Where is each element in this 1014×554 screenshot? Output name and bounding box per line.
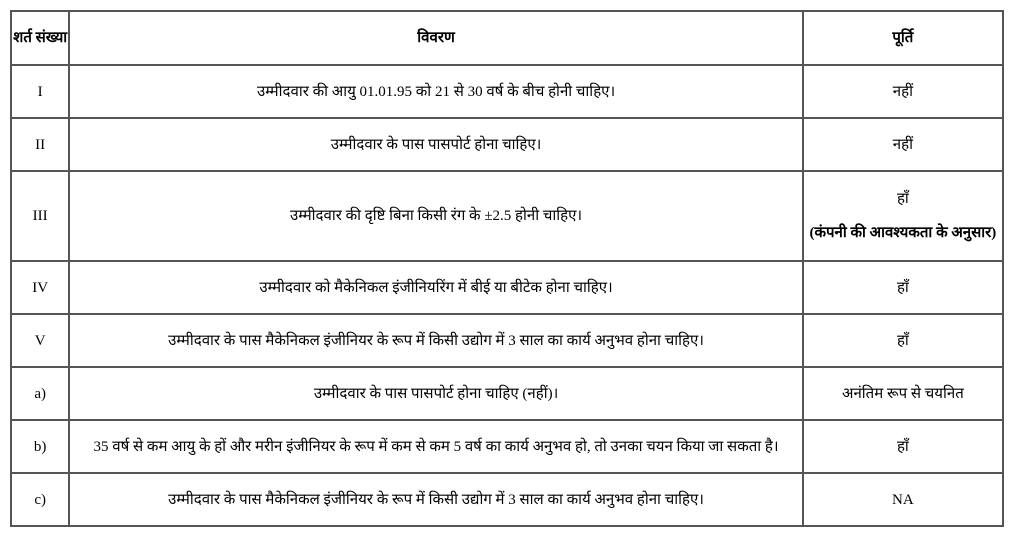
row-description: उम्मीदवार के पास पासपोर्ट होना चाहिए (नहीं)। bbox=[69, 367, 802, 420]
header-fulfilment: पूर्ति bbox=[803, 11, 1003, 65]
row-fulfilment: हाँ bbox=[896, 191, 909, 207]
row-description: उम्मीदवार को मैकेनिकल इंजीनियरिंग में बीई या बीटेक होना चाहिए। bbox=[69, 261, 802, 314]
row-description: उम्मीदवार की दृष्टि बिना किसी रंग के ±2.5 होनी चाहिए। bbox=[69, 171, 802, 261]
row-description: उम्मीदवार के पास मैकेनिकल इंजीनियर के रूप में किसी उद्योग में 3 साल का कार्य अनुभव होना चाहिए। bbox=[69, 473, 802, 526]
row-number: III bbox=[11, 171, 69, 261]
row-fulfilment: नहीं bbox=[803, 65, 1003, 118]
header-number: शर्त संख्या bbox=[11, 11, 69, 65]
header-row bbox=[11, 11, 1003, 65]
row-description: उम्मीदवार के पास पासपोर्ट होना चाहिए। bbox=[69, 118, 802, 171]
table-row bbox=[11, 171, 1003, 261]
row-description: उम्मीदवार के पास मैकेनिकल इंजीनियर के रूप में किसी उद्योग में 3 साल का कार्य अनुभव होना चाहिए। bbox=[69, 314, 802, 367]
table-row bbox=[11, 314, 1003, 367]
row-fulfilment: अनंतिम रूप से चयनित bbox=[803, 367, 1003, 420]
row-number: II bbox=[11, 118, 69, 171]
table-row bbox=[11, 473, 1003, 526]
table-row bbox=[11, 420, 1003, 473]
row-number: IV bbox=[11, 261, 69, 314]
table-row bbox=[11, 367, 1003, 420]
table-row bbox=[11, 118, 1003, 171]
row-fulfilment-note: (कंपनी की आवश्यकता के अनुसार) bbox=[809, 225, 997, 241]
table-row bbox=[11, 65, 1003, 118]
row-fulfilment: नहीं bbox=[803, 118, 1003, 171]
row-fulfilment: हाँ bbox=[803, 420, 1003, 473]
row-number: c) bbox=[11, 473, 69, 526]
row-number: b) bbox=[11, 420, 69, 473]
row-number: V bbox=[11, 314, 69, 367]
row-fulfilment: हाँ bbox=[803, 314, 1003, 367]
row-description: 35 वर्ष से कम आयु के हों और मरीन इंजीनियर के रूप में कम से कम 5 वर्ष का कार्य अनुभव हो, तो उनका चयन किया जा सकता है। bbox=[69, 420, 802, 473]
header-description: विवरण bbox=[69, 11, 802, 65]
row-description: उम्मीदवार की आयु 01.01.95 को 21 से 30 वर्ष के बीच होनी चाहिए। bbox=[69, 65, 802, 118]
row-fulfilment: NA bbox=[803, 473, 1003, 526]
row-number: a) bbox=[11, 367, 69, 420]
row-fulfilment-cell bbox=[803, 171, 1003, 261]
row-number: I bbox=[11, 65, 69, 118]
conditions-table bbox=[10, 10, 1004, 527]
row-fulfilment: हाँ bbox=[803, 261, 1003, 314]
table-row bbox=[11, 261, 1003, 314]
